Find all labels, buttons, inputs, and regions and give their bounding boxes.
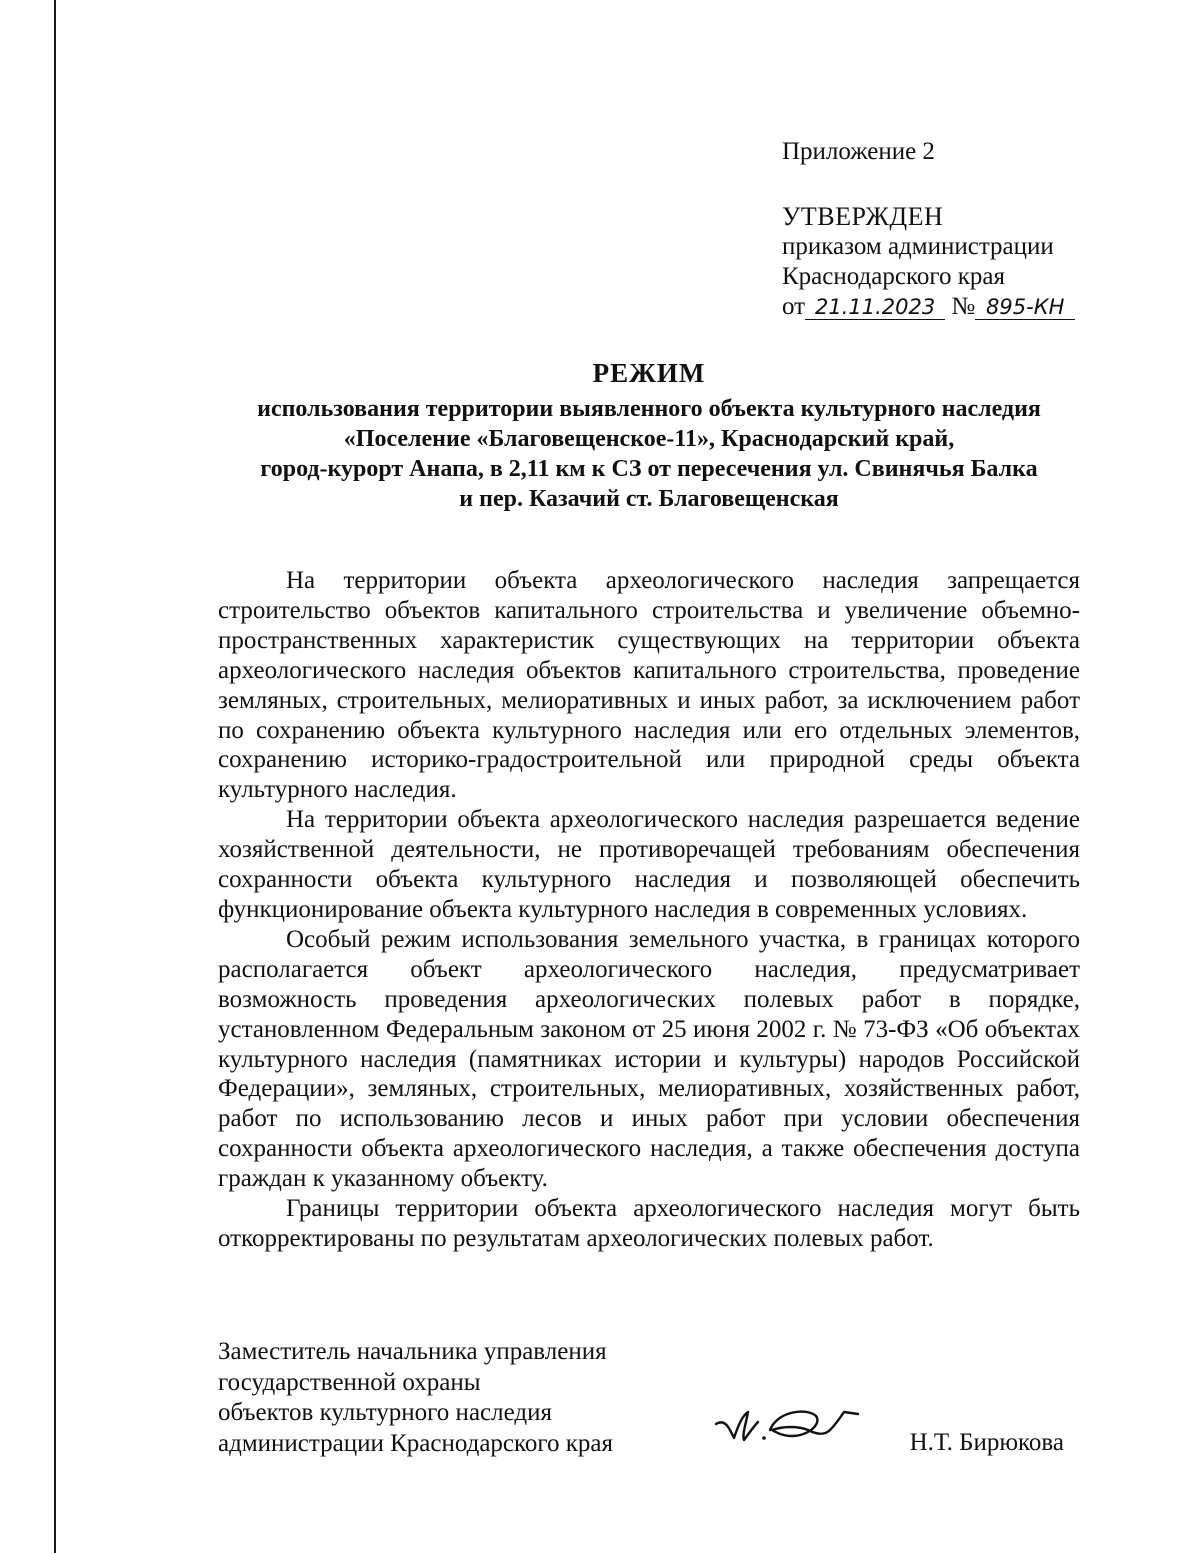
paragraph-special-regime: Особый режим использования земельного участка, в границах которого располагается объект археологического наследия, предусматривает возможность проведения археологических полевых работ в порядке, установленном Федеральным законом от 25 июня 2002 г. № 73-ФЗ «Об объектах культурного наследия (памятниках истории и культуры) народов Российской Федерации», земляных, строительных, мелиоративных, хозяйственных работ, работ по использованию лесов и иных работ при условии обеспечения сохранности объекта археологического наследия, а также обеспечения доступа граждан к указанному объекту. <box>218 925 1080 1193</box>
signer-position-line: государственной охраны <box>218 1368 481 1396</box>
approval-block <box>782 202 1075 322</box>
document-title: РЕЖИМ <box>592 358 706 388</box>
approved-label: УТВЕРЖДЕН <box>782 202 944 231</box>
approved-by-line-2: Краснодарского края <box>782 263 1005 290</box>
document-body <box>218 566 1080 1254</box>
subtitle-line: город-курорт Анапа, в 2,11 км к СЗ от пересечения ул. Свинячья Балка <box>260 456 1038 482</box>
document-title-block <box>218 356 1080 514</box>
scan-edge-line <box>54 0 56 1553</box>
paragraph-boundaries: Границы территории объекта археологического наследия могут быть откорректированы по результатам археологических полевых работ. <box>218 1195 1080 1252</box>
paragraph-prohibitions: На территории объекта археологического наследия запрещается строительство объектов капитального строительства и увеличение объемно-пространственных характеристик существующих на территории объекта археологического наследия объектов капитального строительства, проведение земляных, строительных, мелиоративных и иных работ, за исключением работ по сохранению объекта культурного наследия или его отдельных элементов, сохранению историко-градостроительной или природной среды объекта культурного наследия. <box>218 567 1080 804</box>
order-number-prefix: № <box>951 293 976 320</box>
subtitle-line: «Поселение «Благовещенское-11», Краснодарский край, <box>343 426 955 452</box>
document-subtitle <box>218 394 1080 514</box>
annex-label: Приложение 2 <box>782 138 935 165</box>
signer-position-line: объектов культурного наследия <box>218 1399 552 1426</box>
order-line <box>782 292 1075 322</box>
signature-block <box>218 1337 1080 1459</box>
signer-position <box>218 1337 688 1459</box>
subtitle-line: и пер. Казачий ст. Благовещенская <box>459 486 839 512</box>
subtitle-line: использования территории выявленного объекта культурного наследия <box>257 396 1041 422</box>
signer-name: Н.Т. Бирюкова <box>909 1429 1064 1456</box>
signer-position-line: администрации Краснодарского края <box>218 1429 614 1457</box>
paragraph-permissions: На территории объекта археологического наследия разрешается ведение хозяйственной деятельности, не противоречащей требованиям обеспечения сохранности объекта культурного наследия и позволяющей обеспечить функционирование объекта культурного наследия в современных условиях. <box>218 806 1080 923</box>
approved-by-line-1: приказом администрации <box>782 233 1054 260</box>
order-date: 21.11.2023 <box>805 295 945 320</box>
order-date-prefix: от <box>782 293 806 320</box>
handwritten-signature <box>712 1400 862 1446</box>
order-number: 895-КН <box>975 295 1075 320</box>
signer-position-line: Заместитель начальника управления <box>218 1338 607 1365</box>
